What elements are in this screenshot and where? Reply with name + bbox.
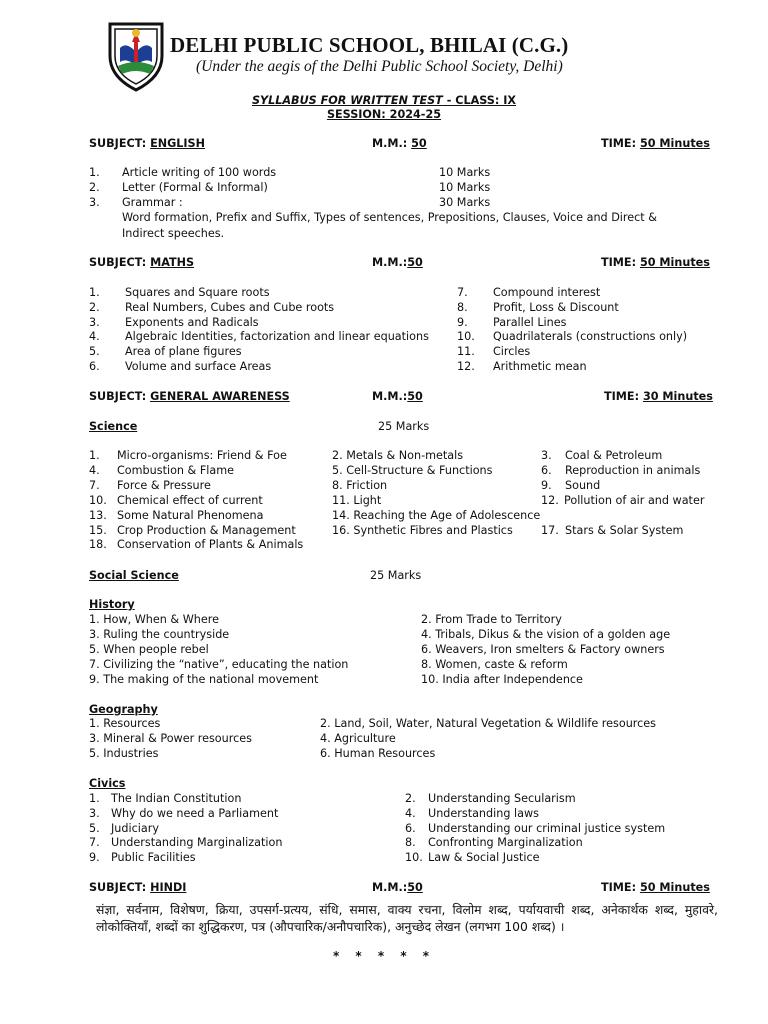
list-number: 8. xyxy=(405,836,416,850)
list-item: Judiciary xyxy=(111,821,159,835)
list-item: 8. Friction xyxy=(332,478,388,492)
grammar-topics-cont: Indirect speeches. xyxy=(122,227,225,240)
list-item: 5. Industries xyxy=(89,747,159,760)
hindi-max-marks: M.M.:50 xyxy=(372,881,423,894)
list-number: 12. xyxy=(457,360,475,373)
session-line xyxy=(0,108,768,122)
list-item: 4. Tribals, Dikus & the vision of a golden age xyxy=(421,627,671,641)
list-item: 1. How, When & Where xyxy=(89,613,219,626)
list-item: Coal & Petroleum xyxy=(565,449,663,462)
list-item: Article writing of 100 words xyxy=(122,166,277,179)
list-number: 5. xyxy=(89,821,100,835)
list-item: Compound interest xyxy=(493,286,601,299)
list-number: 7. xyxy=(89,478,100,492)
list-item: Some Natural Phenomena xyxy=(117,508,264,522)
list-item: 8. Women, caste & reform xyxy=(421,657,568,671)
list-item: Micro-organisms: Friend & Foe xyxy=(117,449,287,462)
list-number: 5. xyxy=(89,345,100,359)
grammar-topics: Word formation, Prefix and Suffix, Types of sentences, Prepositions, Clauses, Voice and Direct & xyxy=(122,211,657,224)
list-item: Understanding Secularism xyxy=(428,792,576,805)
social-science-marks: 25 Marks xyxy=(370,569,422,582)
list-number: 10. xyxy=(89,493,107,507)
list-item: 6. Human Resources xyxy=(320,747,436,760)
list-item: 11. Light xyxy=(332,493,382,507)
list-item: 5. Cell-Structure & Functions xyxy=(332,463,493,477)
list-number: 1. xyxy=(89,449,100,462)
list-item: 14. Reaching the Age of Adolescence xyxy=(332,508,541,522)
list-number: 10. xyxy=(457,330,475,344)
list-item: Real Numbers, Cubes and Cube roots xyxy=(125,300,335,314)
item-marks: 30 Marks xyxy=(439,196,491,209)
list-item: Arithmetic mean xyxy=(493,360,587,373)
list-number: 17. xyxy=(541,523,559,537)
list-number: 3. xyxy=(89,315,100,329)
maths-subject-line: SUBJECT: MATHS xyxy=(89,256,195,269)
ga-time: TIME: 30 Minutes xyxy=(604,390,713,403)
maths-subject-name: MATHS xyxy=(150,256,195,269)
list-item: 10. India after Independence xyxy=(421,672,583,686)
list-number: 2. xyxy=(405,792,416,805)
list-item: 16. Synthetic Fibres and Plastics xyxy=(332,523,513,537)
list-number: 3. xyxy=(541,449,552,462)
list-number: 11. xyxy=(457,345,475,359)
ga-subject-name: GENERAL AWARENESS xyxy=(150,390,290,403)
english-max-marks: M.M.: 50 xyxy=(372,137,427,150)
list-item: Quadrilaterals (constructions only) xyxy=(493,330,688,344)
list-item: 9. The making of the national movement xyxy=(89,672,319,686)
english-time: TIME: 50 Minutes xyxy=(601,137,710,150)
hindi-subject-line: SUBJECT: HINDI xyxy=(89,881,187,894)
civics-heading: Civics xyxy=(89,777,126,790)
item-marks: 10 Marks xyxy=(439,166,491,179)
list-item: Law & Social Justice xyxy=(428,851,540,865)
list-item: Stars & Solar System xyxy=(565,523,684,537)
list-number: 4. xyxy=(89,463,100,477)
list-number: 15. xyxy=(89,523,107,537)
session-text: SESSION: 2024-25 xyxy=(326,108,442,121)
list-item: 2. Land, Soil, Water, Natural Vegetation & Wildlife resources xyxy=(320,717,657,730)
document-title xyxy=(0,94,768,108)
list-item: Why do we need a Parliament xyxy=(111,806,279,820)
list-item: 1. Resources xyxy=(89,717,161,730)
item-marks: 10 Marks xyxy=(439,181,491,194)
list-number: 3. xyxy=(89,806,100,820)
list-number: 6. xyxy=(541,463,552,477)
social-science-heading: Social Science xyxy=(89,569,179,582)
list-number: 12. xyxy=(541,493,559,507)
list-item: Understanding our criminal justice system xyxy=(428,821,666,835)
list-number: 7. xyxy=(89,836,100,850)
list-number: 8. xyxy=(457,300,468,314)
list-item: The Indian Constitution xyxy=(111,792,242,805)
science-heading: Science xyxy=(89,420,138,433)
list-item: Area of plane figures xyxy=(125,345,242,359)
list-item: Circles xyxy=(493,345,531,359)
school-society-subtitle: (Under the aegis of the Delhi Public School Society, Delhi) xyxy=(196,58,563,75)
list-number: 1. xyxy=(89,792,100,805)
list-number: 4. xyxy=(89,330,100,344)
list-item: Conservation of Plants & Animals xyxy=(117,538,304,552)
list-item: 7. Civilizing the “native”, educating the nation xyxy=(89,657,349,671)
hindi-subject-name: HINDI xyxy=(150,881,187,894)
school-crest-logo xyxy=(104,20,168,92)
english-subject-line: SUBJECT: ENGLISH xyxy=(89,137,205,150)
maths-max-marks: M.M.:50 xyxy=(372,256,423,269)
list-item: Reproduction in animals xyxy=(565,463,701,477)
end-of-document-mark: * * * * * xyxy=(332,949,436,963)
list-item: Force & Pressure xyxy=(117,478,211,492)
list-item: 2. Metals & Non-metals xyxy=(332,449,464,462)
list-number: 9. xyxy=(541,478,552,492)
list-item: Understanding Marginalization xyxy=(111,836,283,850)
list-number: 9. xyxy=(457,315,468,329)
list-number: 3. xyxy=(89,196,100,209)
list-number: 6. xyxy=(89,360,100,373)
list-number: 6. xyxy=(405,821,416,835)
list-item: Grammar : xyxy=(122,196,183,209)
list-item: Pollution of air and water xyxy=(564,493,705,507)
list-item: Letter (Formal & Informal) xyxy=(122,181,268,194)
list-number: 1. xyxy=(89,166,100,179)
list-item: 3. Mineral & Power resources xyxy=(89,732,252,745)
list-number: 2. xyxy=(89,300,100,314)
list-number: 2. xyxy=(89,181,100,194)
list-item: 4. Agriculture xyxy=(320,732,396,745)
list-item: Combustion & Flame xyxy=(117,463,235,477)
list-item: 2. From Trade to Territory xyxy=(421,613,562,626)
hindi-syllabus-text: संज्ञा, सर्वनाम, विशेषण, क्रिया, उपसर्ग-प्रत्यय, संधि, समास, वाक्य रचना, विलोम शब्द, पर्यायवाची शब्द, अनेकार्थक शब्द, मुहावरे, लोकोक्तियाँ, शब्दों का शुद्धिकरण, पत्र (औपचारिक/अनौपचारिक), अनुच्छेद लेखन (लगभग 100 शब्द) । xyxy=(96,902,718,934)
list-item: Confronting Marginalization xyxy=(428,836,583,850)
list-item: Squares and Square roots xyxy=(125,286,270,299)
list-number: 1. xyxy=(89,286,100,299)
document-title-class: - CLASS: IX xyxy=(442,94,516,107)
history-heading: History xyxy=(89,598,135,611)
list-number: 9. xyxy=(89,851,100,865)
school-name: DELHI PUBLIC SCHOOL, BHILAI (C.G.) xyxy=(170,33,569,57)
ga-subject-line: SUBJECT: GENERAL AWARENESS xyxy=(89,390,290,403)
geography-heading: Geography xyxy=(89,703,158,716)
science-marks: 25 Marks xyxy=(378,420,430,433)
list-item: Profit, Loss & Discount xyxy=(493,300,619,314)
hindi-time: TIME: 50 Minutes xyxy=(601,881,710,894)
list-item: Public Facilities xyxy=(111,851,196,865)
list-item: Chemical effect of current xyxy=(117,493,263,507)
list-number: 10. xyxy=(405,851,423,865)
list-number: 13. xyxy=(89,508,107,522)
list-item: Understanding laws xyxy=(428,806,539,820)
document-title-main: SYLLABUS FOR WRITTEN TEST xyxy=(251,94,443,107)
list-item: Volume and surface Areas xyxy=(125,360,272,373)
list-number: 4. xyxy=(405,806,416,820)
maths-time: TIME: 50 Minutes xyxy=(601,256,710,269)
english-subject-name: ENGLISH xyxy=(150,137,205,150)
list-item: 5. When people rebel xyxy=(89,642,209,656)
list-item: Crop Production & Management xyxy=(117,523,296,537)
list-number: 7. xyxy=(457,286,468,299)
list-number: 18. xyxy=(89,538,107,552)
list-item: Exponents and Radicals xyxy=(125,315,259,329)
list-item: 3. Ruling the countryside xyxy=(89,627,230,641)
list-item: Sound xyxy=(565,478,601,492)
ga-max-marks: M.M.:50 xyxy=(372,390,423,403)
list-item: 6. Weavers, Iron smelters & Factory owners xyxy=(421,642,665,656)
list-item: Parallel Lines xyxy=(493,315,567,329)
list-item: Algebraic Identities, factorization and linear equations xyxy=(125,330,429,344)
